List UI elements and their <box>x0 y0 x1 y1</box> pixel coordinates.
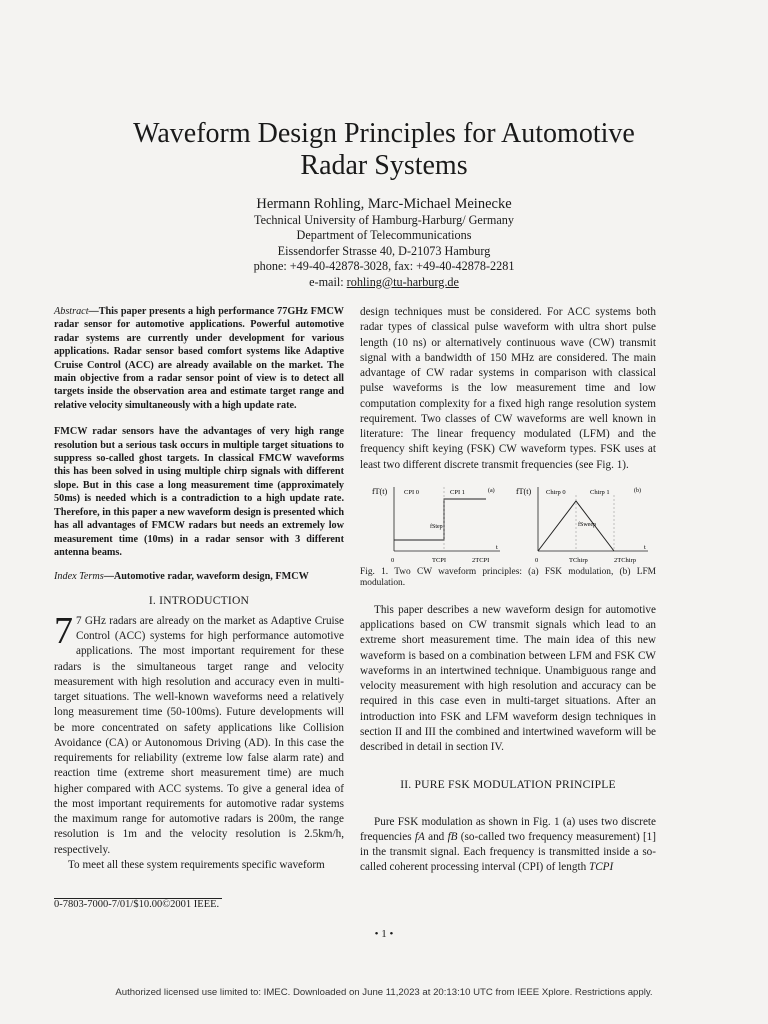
email-label: e-mail: <box>309 274 347 289</box>
label-fstep: fStep <box>430 523 443 530</box>
authors: Hermann Rohling, Marc-Michael Meinecke <box>256 196 512 212</box>
title-line-2: Radar Systems <box>300 150 468 181</box>
ylabel-b: fT(t) <box>516 486 532 496</box>
title-line-1: Waveform Design Principles for Automotive <box>133 118 635 149</box>
waveform-diagram <box>360 481 656 565</box>
page-number: • 1 • <box>374 928 394 940</box>
tick-tchirp: TChirp <box>569 556 588 564</box>
p3-text-a: Pure FSK modulation as shown in Fig. 1 (a) uses two discrete frequencies <box>360 815 656 843</box>
symbol-fb: fB <box>447 830 458 843</box>
copyright-footnote: 0-7803-7000-7/01/$10.00©2001 IEEE. <box>54 899 220 910</box>
tick-2tchirp: 2TChirp <box>614 556 637 564</box>
section-heading-introduction: I. INTRODUCTION <box>148 593 250 607</box>
tick-tcpi: TCPI <box>432 556 447 564</box>
label-cpi0: CPI 0 <box>404 488 419 496</box>
license-notice: Authorized licensed use limited to: IMEC. Downloaded on June 11,2023 at 20:13:10 UTC from IEEE Xplore. Restrictions apply. <box>115 987 653 998</box>
symbol-tcpi: TCPI <box>588 861 614 874</box>
axis-t-b: t <box>644 543 646 551</box>
figure-1 <box>360 481 656 565</box>
label-chirp0: Chirp 0 <box>546 488 566 496</box>
body-paragraph-1: design techniques must be considered. For ACC systems both radar types of classical pulse waveform with ultra short pulse length (10 ns) or alternatively continuous wave (CW) transmit signal with a bandwidth of 150 MHz are considered. The main advantage of CW radar systems in comparison with classical pulse waveforms is the low measurement time and low computation complexity for a fixed high range resolution system requirement. Two classes of CW waveforms are well known in literature: The linear frequency modulated (LFM) and the frequency shift keying (FSK) CW waveform types. FSK uses at least two different discrete transmit frequencies (see Fig. 1). <box>360 306 656 471</box>
drop-cap: 7 <box>54 609 73 652</box>
index-terms-body: —Automotive radar, waveform design, FMCW <box>103 571 309 583</box>
abstract-paragraph-2: FMCW radar sensors have the advantages of very high range resolution but a serious task occurs in multiple target situations to suppress so-called ghost targets. In classical FMCW waveforms this has been solved in using multiple chirp signals with different slope. But in this case a long measurement time (approximately 50ms) is needed which is a contradiction to a high update rate. Therefore, in this paper a new waveform design is presented which has all advantages of FMCW radars but needs an extremely low measurement time (10ms) in a radar sensor with 3 different antenna beams. <box>54 426 344 558</box>
left-column <box>54 305 344 873</box>
body-paragraph-3 <box>360 815 656 876</box>
email-link[interactable]: rohling@tu-harburg.de <box>346 274 459 289</box>
fsk-waveform <box>394 499 486 540</box>
paper-title <box>60 118 708 182</box>
affiliation-line: phone: +49-40-42878-3028, fax: +49-40-42878-2281 <box>253 259 515 274</box>
affiliation-line: Department of Telecommunications <box>296 228 472 243</box>
right-column <box>360 305 656 876</box>
intro-paragraph-1 <box>54 609 344 858</box>
intro-paragraph-2: To meet all these system requirements specific waveform <box>68 858 325 871</box>
figure-1-caption: Fig. 1. Two CW waveform principles: (a) FSK modulation, (b) LFM modulation. <box>360 566 656 588</box>
section-heading-fsk: II. PURE FSK MODULATION PRINCIPLE <box>400 778 616 792</box>
affiliation-block <box>60 213 708 290</box>
axis-t-a: t <box>496 543 498 551</box>
abstract-lead: Abstract <box>54 306 89 317</box>
abstract-body: —This paper presents a high performance 77GHz FMCW radar sensor for automotive applications. Powerful automotive radar systems are currently under development for various applications. Radar sensor based comfort systems like Adaptive Cruise Control (ACC) are already available on the market. The main objective from a radar sensor point of view is to detect all targets inside the observation area and estimate target range and relative velocity simultaneously with a high update rate. <box>54 306 344 411</box>
tag-b: (b) <box>634 487 641 494</box>
p3-text-b: (so-called two frequency measurement) [1] in the transmit signal. Each frequency is transmitted inside a so-called coherent processing interval (CPI) of length <box>360 830 657 874</box>
body-paragraph-2: This paper describes a new waveform design for automotive applications based on CW transmit signals which lead to an extreme short measurement time. The main idea of this new waveform is based on a combination between LFM and FSK CW waveforms in an intertwined technique. Unambiguous range and velocity measurement with high resolution and accuracy can be required in this case even in multi-target situations. After an introduction into FSK and LFM waveform design techniques in section II and III the combined and intertwined waveform will be described in detail in section IV. <box>360 603 656 753</box>
tick-zero-a: 0 <box>391 556 395 564</box>
tick-2tcpi: 2TCPI <box>472 556 490 564</box>
p3-text-and: and <box>424 830 448 843</box>
symbol-fa: fA <box>414 830 425 843</box>
index-terms-lead: Index Terms <box>54 571 104 583</box>
tick-zero-b: 0 <box>535 556 539 564</box>
intro-paragraph-1-text: 7 GHz radars are already on the market as Adaptive Cruise Control (ACC) systems for high performance automotive applications. The most important requirement for these radars is the simultaneous target range and velocity measurement with high resolution and accuracy even in multi-target situations. The well-known waveforms need a relatively long measurement time (50-100ms). Future developments will be more concentrated on safety applications like Collision Avoidance (CA) or Autonomous Driving (AD). In this case the requirements for reliability (extreme low false alarm rate) and reaction time (extreme short measurement time) are much higher compared with ACC systems. To give a general idea of the most important requirements for automotive radar systems the maximum range for automotive radars is 200m, the range resolution is 1m and the velocity resolution is 2.5km/h, respectively. <box>54 614 344 856</box>
affiliation-line: Technical University of Hamburg-Harburg/ Germany <box>254 213 514 227</box>
abstract <box>54 305 344 412</box>
affiliation-line: Eissendorfer Strasse 40, D-21073 Hamburg <box>277 243 491 258</box>
label-fsweep: fSweep <box>578 521 596 528</box>
ylabel-a: fT(t) <box>372 486 388 496</box>
label-chirp1: Chirp 1 <box>590 488 610 496</box>
tag-a: (a) <box>488 487 495 494</box>
label-cpi1: CPI 1 <box>450 488 465 496</box>
email-line <box>60 275 708 290</box>
index-terms <box>54 569 344 584</box>
